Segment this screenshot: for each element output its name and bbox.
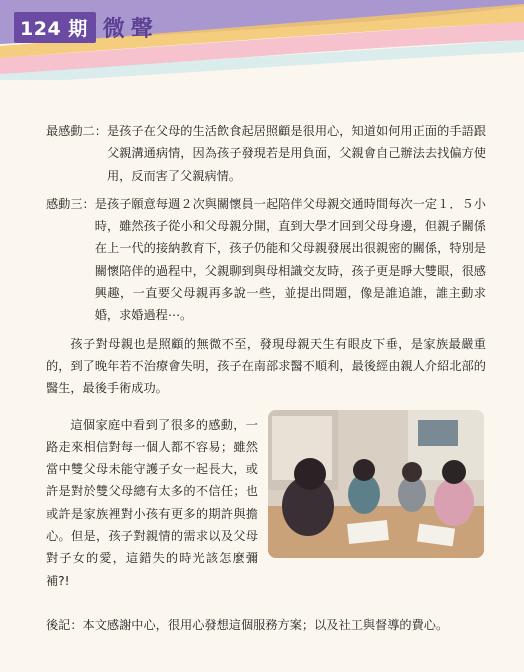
issue-number: 124 期 <box>14 12 96 43</box>
entry-moving-two <box>46 120 486 187</box>
entry-label: 感動三： <box>46 196 95 211</box>
photo-illustration <box>268 410 484 558</box>
closing-paragraph: 這個家庭中看到了很多的感動，一路走來相信對每一個人都不容易；雖然當中雙父母未能守護子女一起長大，或許是對於雙父母總有太多的不信任；也或許是家族裡對小孩有更多的期許與擔心。但是，孩子對親情的需求以及父母對子女的愛，這錯失的時光該怎麼彌補?! <box>46 417 258 588</box>
entry-label: 最感動二： <box>46 124 107 138</box>
entry-moving-three <box>46 193 486 327</box>
entry-text: 是孩子在父母的生活飲食起居照顧是很用心，知道如何用正面的手語跟父親溝通病情，因為孩子發現若是用負面，父親會自己辦法去找偏方使用，反而害了父親病情。 <box>106 124 486 183</box>
closing-section <box>46 410 486 592</box>
issue-badge <box>14 12 159 42</box>
entry-text: 是孩子願意每週２次與關懷員一起陪伴父母親交通時間每次一定１．５小時，雖然孩子從小和父母親分開，直到大學才回到父母身邊，但親子關係在上一代的接納教育下，孩子仍能和父母親發展出很親密的關係，特別是關懷陪伴的過程中，父親聊到與母相識交友時，孩子更是睜大雙眼，很感興趣，一直要父母親再多說一些，並提出問題，像是誰追誰，誰主動求婚，求婚過程⋯。 <box>94 196 486 323</box>
postscript: 後記：本文感謝中心，很用心發想這個服務方案；以及社工與督導的費心。 <box>46 617 449 632</box>
family-meeting-photo <box>268 410 484 558</box>
body-paragraph: 孩子對母親也是照顧的無微不至，發現母親天生有眼皮下垂，是家族最嚴重的，到了晚年若不治療會失明，孩子在南部求醫不順利，最後經由親人介紹北部的醫生，最後手術成功。 <box>46 336 486 396</box>
article-content <box>46 120 486 648</box>
newsletter-title: 微聲 <box>102 16 159 42</box>
